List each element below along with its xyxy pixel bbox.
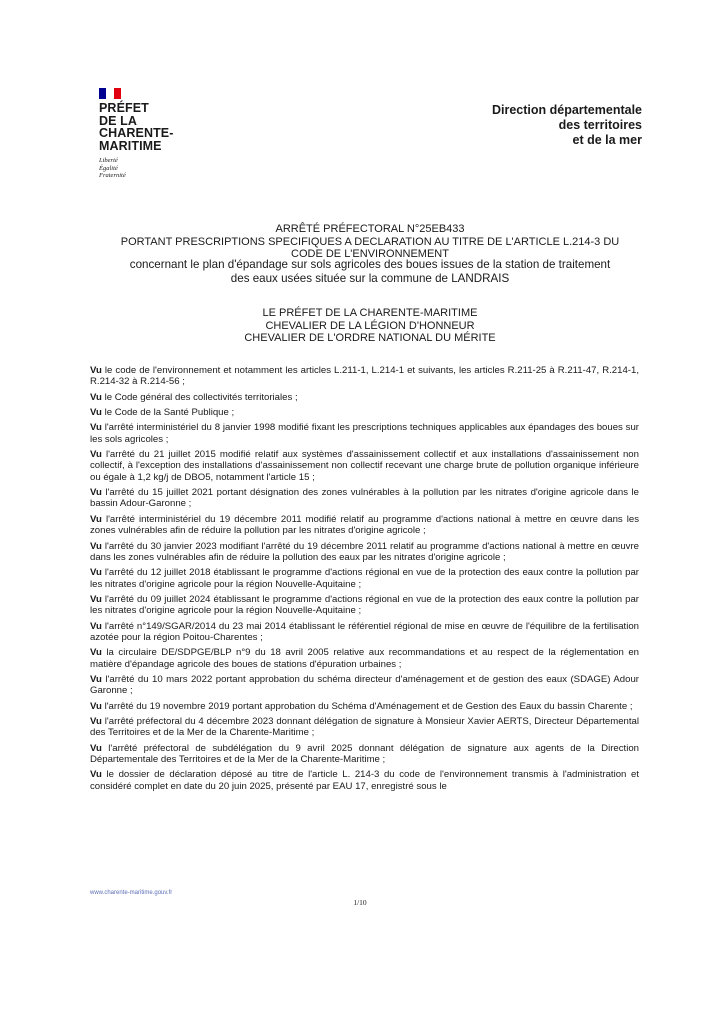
visa-prefix: Vu <box>90 449 102 461</box>
visa-prefix: Vu <box>90 716 102 728</box>
visa-text: l'arrêté du 21 juillet 2015 modifié relatif aux systèmes d'assainissement collectif et aux installations d'assainissement non collectif, à l'exception des installations d'assainissement non collectif recevant une charge brute de pollution organique inférieure ou égale à 1,2 kg/j de DBO5, notamment l'article 15 ; <box>90 449 639 483</box>
visa-prefix: Vu <box>90 365 102 376</box>
visa-text: l'arrêté préfectoral du 4 décembre 2023 donnant délégation de signature à Monsieur Xavier AERTS, Directeur Départemental des Territoires et de la Mer de la Charente-Maritime ; <box>90 716 640 739</box>
visa-item <box>90 716 639 739</box>
visa-prefix: Vu <box>90 742 102 754</box>
visa-text: l'arrêté interministériel du 8 janvier 1998 modifié fixant les prescriptions techniques applicables aux épandages des boues sur les sols agricoles ; <box>90 422 639 445</box>
page-number: 1/10 <box>353 898 367 907</box>
visa-item <box>90 594 639 617</box>
visa-prefix: Vu <box>90 647 102 659</box>
marianne-flag-icon <box>99 88 121 99</box>
visa-text: le Code général des collectivités territoriales ; <box>104 391 298 403</box>
visa-item <box>90 743 639 766</box>
visa-item <box>90 541 639 564</box>
visa-prefix: Vu <box>90 487 102 499</box>
visa-item <box>90 621 639 644</box>
visa-text: le Code de la Santé Publique ; <box>104 407 235 419</box>
visa-text: l'arrêté interministériel du 19 décembre 2011 modifié relatif au programme d'actions national à mettre en œuvre dans les zones vulnérables afin de réduire la pollution par les nitrates d'origine agricole ; <box>90 513 640 537</box>
visa-item <box>90 567 639 590</box>
issuing-direction: Direction départementale des territoires et de la mer <box>491 103 642 147</box>
visa-item <box>90 674 639 697</box>
visa-item <box>90 514 639 537</box>
visa-prefix: Vu <box>90 620 102 632</box>
visa-text: le dossier de déclaration déposé au titre de l'article L. 214-3 du code de l'environnement transmis à l'administration et considéré complet en date du 20 juin 2025, présenté par EAU 17, enregistré sous le <box>90 769 639 792</box>
visa-item <box>90 422 639 445</box>
visa-text: l'arrêté du 09 juillet 2024 établissant le programme d'actions régional en vue de la protection des eaux contre la pollution par les nitrates d'origine agricole pour la région Nouvelle-Aquitaine ; <box>90 593 639 617</box>
visa-item <box>90 769 639 792</box>
visa-item <box>90 407 639 418</box>
visa-prefix: Vu <box>90 513 102 525</box>
republic-motto: Liberté Égalité Fraternité <box>99 157 126 179</box>
decree-subject: concernant le plan d'épandage sur sols agricoles des boues issues de la station de traitement des eaux usées située sur la commune de LANDRAIS <box>129 258 611 285</box>
visa-prefix: Vu <box>90 422 102 434</box>
visa-item <box>90 647 639 670</box>
visa-text: l'arrêté du 19 novembre 2019 portant approbation du Schéma d'Aménagement et de Gestion des Eaux du bassin Charente ; <box>104 700 633 712</box>
prefecture-logo <box>99 88 189 180</box>
visa-text: l'arrêté du 10 mars 2022 portant approbation du schéma directeur d'aménagement et de gestion des eaux (SDAGE) Adour Garonne ; <box>90 673 640 697</box>
visa-text: l'arrêté du 30 janvier 2023 modifiant l'arrêté du 19 décembre 2011 relatif au programme d'actions national à mettre en œuvre dans les zones vulnérables afin de réduire la pollution des eaux par les nitrates d'origine agricole ; <box>90 540 639 563</box>
visa-prefix: Vu <box>90 540 102 552</box>
visa-prefix: Vu <box>90 700 102 712</box>
visa-prefix: Vu <box>90 593 102 605</box>
visa-item <box>90 701 639 712</box>
prefecture-name: PRÉFET DE LA CHARENTE- MARITIME <box>99 101 174 153</box>
visa-item <box>90 449 639 483</box>
visa-text: la circulaire DE/SDPGE/BLP n°9 du 18 avril 2005 relative aux recommandations et au respect de la réglementation en matière d'épandage agricole des boues de stations d'épuration urbaines ; <box>90 647 639 670</box>
visa-list <box>90 365 639 796</box>
visa-prefix: Vu <box>90 769 102 781</box>
visa-prefix: Vu <box>90 567 102 579</box>
visa-text: l'arrêté n°149/SGAR/2014 du 23 mai 2014 établissant le référentiel régional de mise en œuvre de l'équilibre de la fertilisation azotée pour la région Poitou-Charentes ; <box>90 620 639 643</box>
prefet-titles: LE PRÉFET DE LA CHARENTE-MARITIME CHEVALIER DE LA LÉGION D'HONNEUR CHEVALIER DE L'ORDRE NATIONAL DU MÉRITE <box>244 307 496 344</box>
visa-text: l'arrêté préfectoral de subdélégation du 9 avril 2025 donnant délégation de signature aux agents de la Direction Départementale des Territoires et de la Mer de la Charente-Maritime ; <box>90 742 639 766</box>
decree-title: ARRÊTÉ PRÉFECTORAL N°25EB433 PORTANT PRESCRIPTIONS SPECIFIQUES A DECLARATION AU TITRE DE L'ARTICLE L.214-3 DU CODE DE L'ENVIRONNEMENT <box>120 223 620 260</box>
visa-prefix: Vu <box>90 673 102 685</box>
visa-text: le code de l'environnement et notamment les articles L.211-1, L.214-1 et suivants, les articles R.211-25 à R.211-47, R.214-1, R.214-32 à R.214-56 ; <box>90 365 639 388</box>
visa-prefix: Vu <box>90 391 102 403</box>
visa-text: l'arrêté du 15 juillet 2021 portant désignation des zones vulnérables à la pollution par les nitrates d'origine agricole dans le bassin Adour-Garonne ; <box>90 487 639 510</box>
visa-text: l'arrêté du 12 juillet 2018 établissant le programme d'actions régional en vue de la protection des eaux contre la pollution par les nitrates d'origine agricole pour la région Nouvelle-Aquitaine ; <box>90 567 639 590</box>
visa-item <box>90 392 639 403</box>
footer-website-link[interactable]: www.charente-maritime.gouv.fr <box>90 890 173 896</box>
visa-item <box>90 365 639 388</box>
visa-item <box>90 487 639 510</box>
visa-prefix: Vu <box>90 407 102 419</box>
